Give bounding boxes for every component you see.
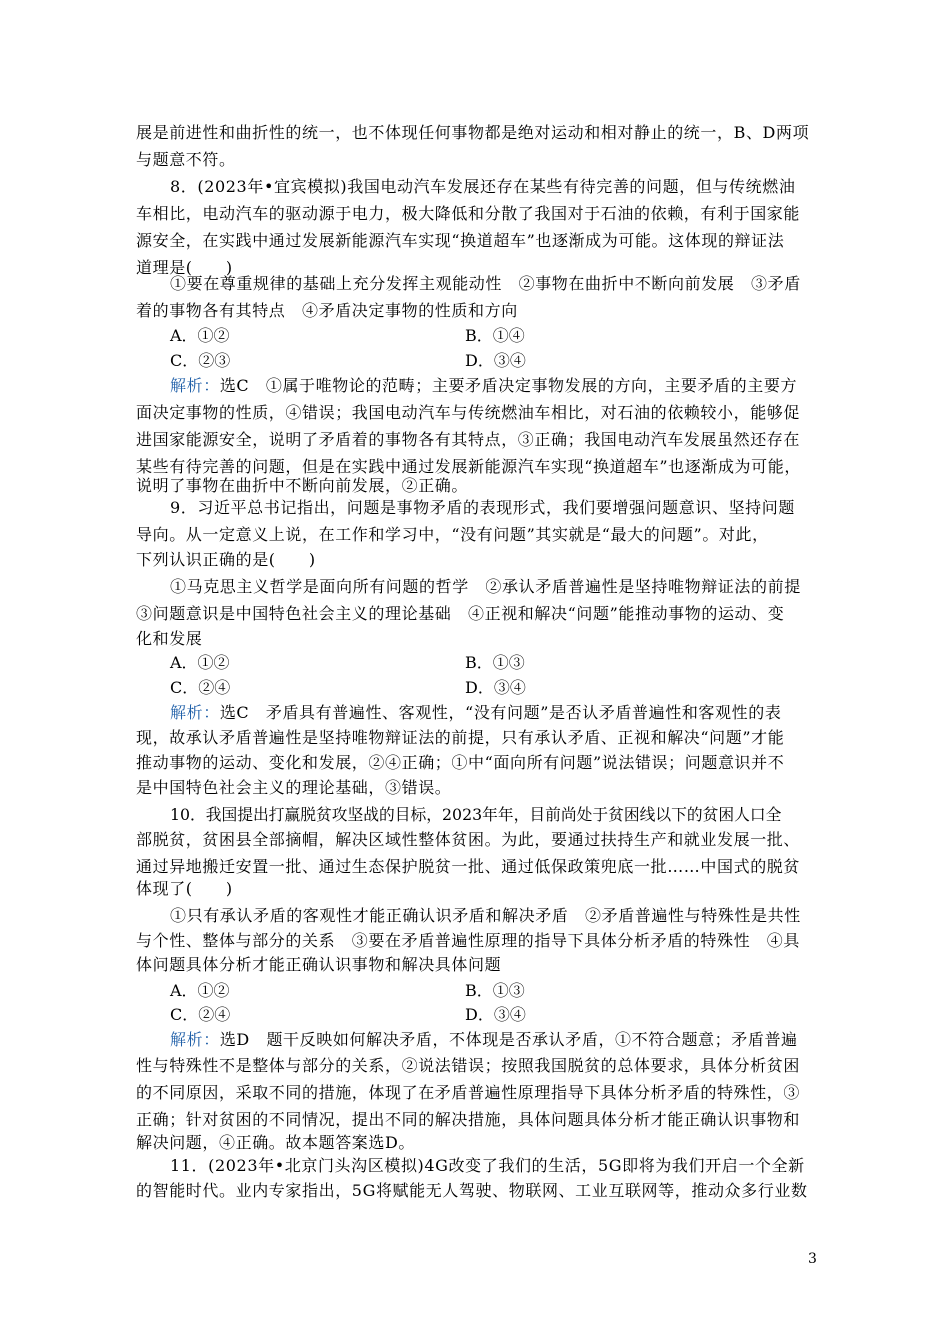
text-line: 是中国特色社会主义的理论基础，③错误。 [136,778,452,797]
text-line: 通过异地搬迁安置一批、通过生态保护脱贫一批、通过低保政策兜底一批……中国式的脱贫 [136,857,801,876]
analysis-line [170,376,797,396]
text-line: 性与特殊性不是整体与部分的关系，②说法错误；按照我国脱贫的总体要求，具体分析贫困 [136,1056,801,1075]
text-line: 部脱贫，贫困县全部摘帽，解决区域性整体贫困。为此，要通过扶持生产和就业发展一批、 [136,830,801,849]
text-line: 的智能时代。业内专家指出，5G将赋能无人驾驶、物联网、工业互联网等，推动众多行业数 [136,1181,808,1200]
statement-line: 着的事物各有其特点 ④矛盾决定事物的性质和方向 [136,301,518,320]
statement-line: ①只有承认矛盾的客观性才能正确认识矛盾和解决矛盾 ②矛盾普遍性与特殊性是共性 [170,906,801,925]
text-line: 展是前进性和曲折性的统一，也不体现任何事物都是绝对运动和相对静止的统一，B、D两项 [136,123,810,142]
analysis-label: 解析： [170,376,220,395]
option-b: B．①③ [465,653,525,672]
text-line: 解决问题，④正确。故本题答案选D。 [136,1133,416,1152]
statement-line: 与个性、整体与部分的关系 ③要在矛盾普遍性原理的指导下具体分析矛盾的特殊性 ④具 [136,931,801,950]
statement-line: ①马克思主义哲学是面向所有问题的哲学 ②承认矛盾普遍性是坚持唯物辩证法的前提 [170,577,801,596]
analysis-text: 选C 矛盾具有普遍性、客观性，“没有问题”是否认矛盾普遍性和客观性的表 [219,703,782,722]
question-10-title: 10．我国提出打赢脱贫攻坚战的目标，2023年年，目前尚处于贫困线以下的贫困人口全 [170,805,782,824]
text-line: 说明了事物在曲折中不断向前发展，②正确。 [136,476,469,495]
option-d: D．③④ [465,1005,526,1024]
analysis-line [170,703,781,723]
option-c: C．②④ [170,678,231,697]
analysis-text: 选D 题干反映如何解决矛盾，不体现是否承认矛盾，①不符合题意；矛盾普遍 [219,1030,798,1049]
option-a: A．①② [170,653,230,672]
text-line: 某些有待完善的问题，但是在实践中通过发展新能源汽车实现“换道超车”也逐渐成为可能， [136,457,801,476]
page-number: 3 [808,1251,817,1267]
text-line: 的不同原因，采取不同的措施，体现了在矛盾普遍性原理指导下具体分析矛盾的特殊性，③ [136,1083,801,1102]
text-line: 体现了( ) [136,879,233,898]
option-d: D．③④ [465,351,526,370]
statement-line: 化和发展 [136,629,203,648]
text-line: 与题意不符。 [136,150,236,169]
text-line: 导向。从一定意义上说，在工作和学习中，“没有问题”其实就是“最大的问题”。对此， [136,525,769,544]
text-line: 推动事物的运动、变化和发展，②④正确；①中“面向所有问题”说法错误；问题意识并不 [136,753,785,772]
question-8-title: 8．(2023年•宜宾模拟)我国电动汽车发展还存在某些有待完善的问题，但与传统燃油 [170,177,796,196]
text-line: 现，故承认矛盾普遍性是坚持唯物辩证法的前提，只有承认矛盾、正视和解决“问题”才能 [136,728,785,747]
analysis-label: 解析： [170,1030,220,1049]
text-line: 源安全，在实践中通过发展新能源汽车实现“换道超车”也逐渐成为可能。这体现的辩证法 [136,231,785,250]
option-b: B．①③ [465,981,525,1000]
text-line: 车相比，电动汽车的驱动源于电力，极大降低和分散了我国对于石油的依赖，有利于国家能 [136,204,801,223]
option-a: A．①② [170,981,230,1000]
option-b: B．①④ [465,326,525,345]
analysis-text: 选C ①属于唯物论的范畴；主要矛盾决定事物发展的方向，主要矛盾的主要方 [219,376,798,395]
text-line: 面决定事物的性质，④错误；我国电动汽车与传统燃油车相比，对石油的依赖较小，能够促 [136,403,801,422]
option-c: C．②③ [170,351,231,370]
analysis-line [170,1030,798,1050]
statement-line: ①要在尊重规律的基础上充分发挥主观能动性 ②事物在曲折中不断向前发展 ③矛盾 [170,274,801,293]
statement-line: 体问题具体分析才能正确认识事物和解决具体问题 [136,955,502,974]
statement-line: ③问题意识是中国特色社会主义的理论基础 ④正视和解决“问题”能推动事物的运动、变 [136,604,785,623]
analysis-label: 解析： [170,703,220,722]
option-c: C．②④ [170,1005,231,1024]
question-11-title: 11．(2023年•北京门头沟区模拟)4G改变了我们的生活，5G即将为我们开启一个全新 [170,1156,805,1175]
text-line: 道理是( ) [136,258,233,277]
text-line: 进国家能源安全，说明了矛盾着的事物各有其特点，③正确；我国电动汽车发展虽然还存在 [136,430,801,449]
question-9-title: 9．习近平总书记指出，问题是事物矛盾的表现形式，我们要增强问题意识、坚持问题 [170,498,795,517]
option-a: A．①② [170,326,230,345]
text-line: 下列认识正确的是( ) [136,550,316,569]
option-d: D．③④ [465,678,526,697]
text-line: 正确；针对贫困的不同情况，提出不同的解决措施，具体问题具体分析才能正确认识事物和 [136,1110,801,1129]
